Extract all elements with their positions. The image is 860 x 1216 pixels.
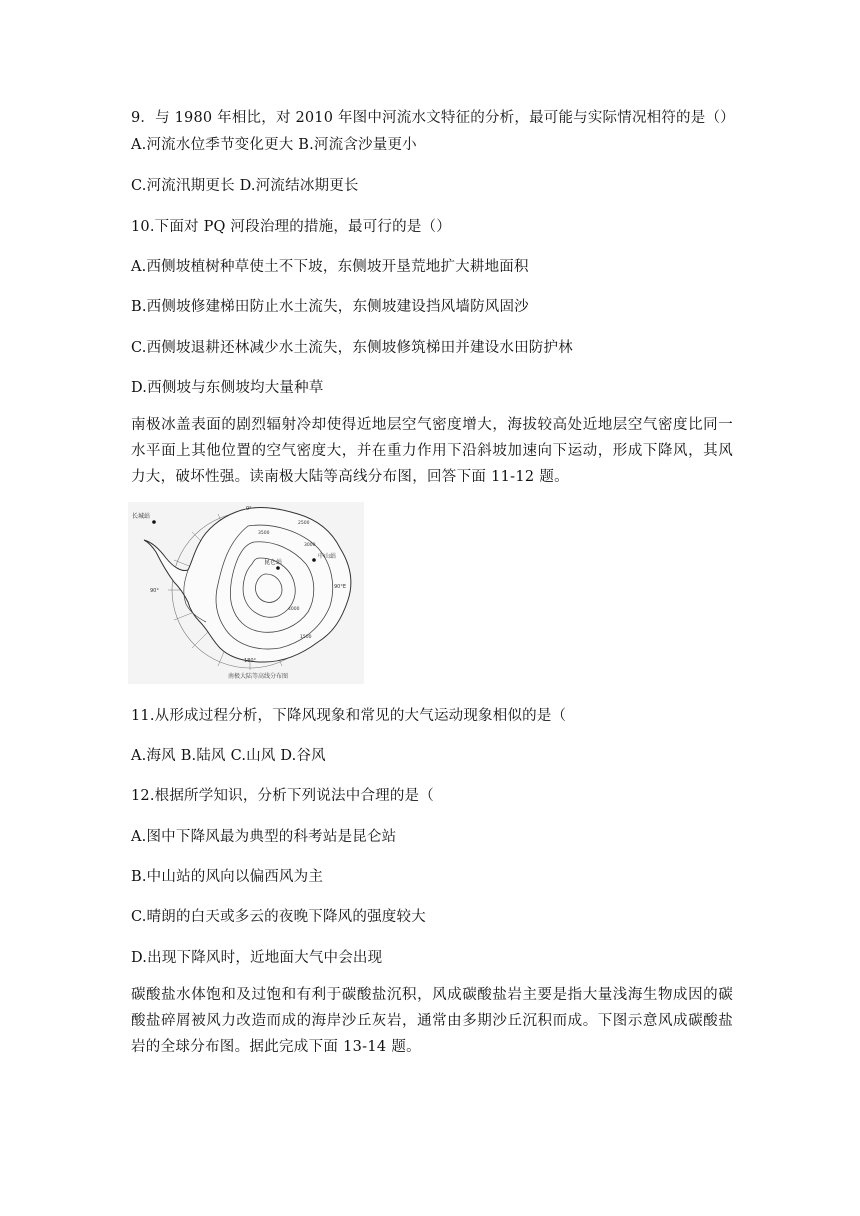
question-11: 11.从形成过程分析，下降风现象和常见的大气运动现象相似的是（ bbox=[131, 708, 567, 724]
station-label-changcheng: 长城站 bbox=[132, 513, 151, 520]
question-10: 10.下面对 PQ 河段治理的措施，最可行的是（） bbox=[131, 219, 451, 235]
question-9-options-cd: C.河流汛期更长 D.河流结冰期更长 bbox=[131, 178, 359, 194]
question-9: 9．与 1980 年相比，对 2010 年图中河流水文特征的分析，最可能与实际情况相符的是（） bbox=[131, 110, 735, 126]
longitude-label-90w: 90° bbox=[150, 588, 159, 594]
contour-label-3000: 3000 bbox=[304, 543, 316, 548]
passage-antarctic-katabatic-wind: 南极冰盖表面的剧烈辐射冷却使得近地层空气密度增大，海拔较高处近地层空气密度比同一水平面上其他位置的空气密度大，并在重力作用下沿斜坡加速向下运动，形成下降风，其风力大，破坏性强。读南极大陆等高线分布图，回答下面 11-12 题。 bbox=[131, 417, 733, 485]
question-12-option-a: A.图中下降风最为典型的科考站是昆仑站 bbox=[131, 829, 397, 845]
contour-label-3500: 3500 bbox=[258, 531, 270, 536]
question-10-option-d: D.西侧坡与东侧坡均大量种草 bbox=[131, 380, 324, 396]
station-label-kunlun: 昆仑站 bbox=[264, 559, 283, 566]
question-10-option-a: A.西侧坡植树种草使土不下坡，东侧坡开垦荒地扩大耕地面积 bbox=[131, 259, 529, 275]
question-12: 12.根据所学知识，分析下列说法中合理的是（ bbox=[131, 788, 434, 804]
passage-eolian-carbonate: 碳酸盐水体饱和及过饱和有利于碳酸盐沉积，风成碳酸盐岩主要是指大量浅海生物成因的碳酸盐碎屑被风力改造而成的海岸沙丘灰岩，通常由多期沙丘沉积而成。下图示意风成碳酸盐岩的全球分布图。据此完成下面 13-14 题。 bbox=[131, 987, 733, 1055]
longitude-label-0: 0° bbox=[246, 506, 252, 512]
question-10-option-b: B.西侧坡修建梯田防止水土流失，东侧坡建设挡风墙防风固沙 bbox=[131, 299, 529, 315]
antarctica-contour-map bbox=[128, 502, 364, 684]
antarctica-map-svg bbox=[128, 502, 364, 684]
question-12-option-d: D.出现下降风时，近地面大气中会出现 bbox=[131, 950, 383, 966]
contour-label-1500: 1500 bbox=[300, 635, 312, 640]
longitude-label-180: 180° bbox=[244, 658, 257, 664]
contour-label-4000: 4000 bbox=[288, 607, 300, 612]
question-10-option-c: C.西侧坡退耕还林减少水土流失，东侧坡修筑梯田并建设水田防护林 bbox=[131, 340, 573, 356]
question-9-options-ab: A.河流水位季节变化更大 B.河流含沙量更小 bbox=[131, 137, 417, 153]
contour-label-2500: 2500 bbox=[298, 521, 310, 526]
station-label-zhongshan: 中山站 bbox=[318, 553, 337, 560]
question-12-option-c: C.晴朗的白天或多云的夜晚下降风的强度较大 bbox=[131, 909, 426, 925]
longitude-label-90e: 90°E bbox=[334, 584, 347, 590]
question-11-options: A.海风 B.陆风 C.山风 D.谷风 bbox=[131, 748, 326, 764]
figure-caption: 南极大陆等高线分布图 bbox=[228, 673, 289, 680]
question-12-option-b: B.中山站的风向以偏西风为主 bbox=[131, 869, 324, 885]
